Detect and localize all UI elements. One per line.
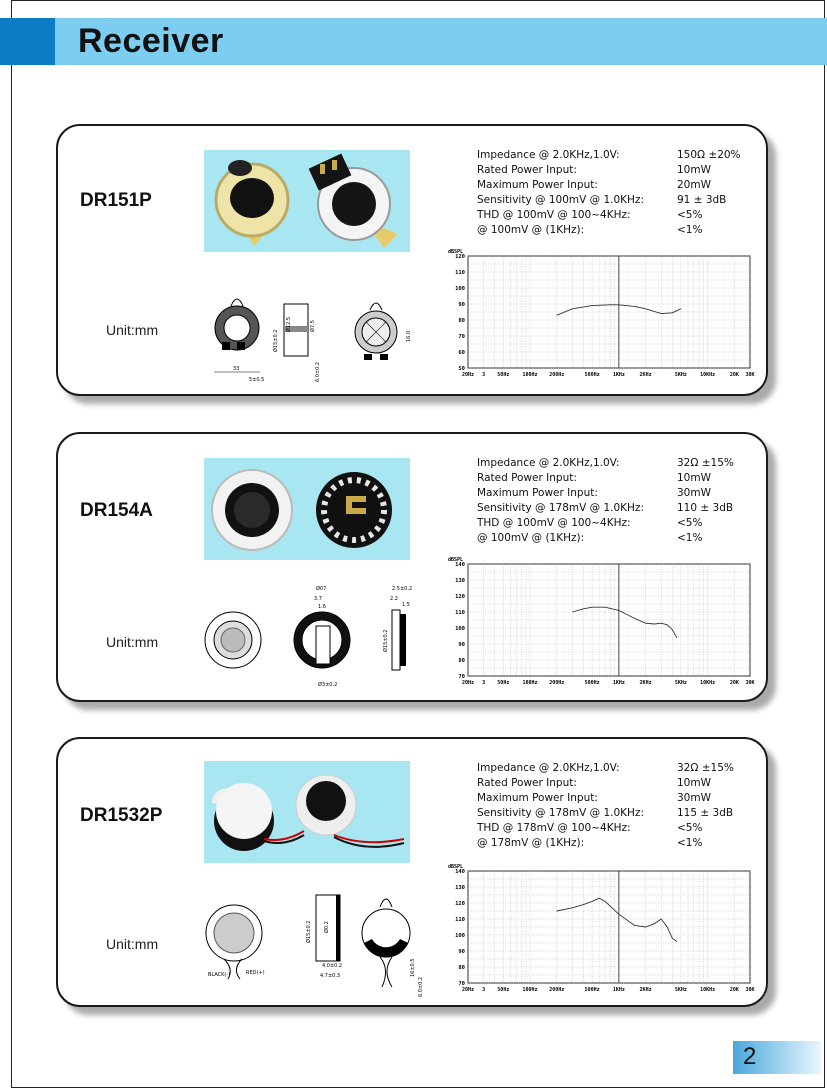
spec-value: <5% bbox=[677, 822, 703, 834]
product-photo bbox=[204, 150, 410, 252]
spec-row bbox=[477, 223, 777, 238]
dimension-drawing-svg bbox=[204, 292, 416, 392]
chart-x-tick-label: 30K bbox=[745, 680, 755, 686]
chart-x-tick-label: 10KHz bbox=[700, 987, 716, 993]
spec-label: Sensitivity @ 100mV @ 1.0KHz: bbox=[477, 194, 644, 206]
chart-data-point bbox=[592, 607, 593, 608]
spec-value: 10mW bbox=[677, 472, 711, 484]
chart-y-tick-label: 90 bbox=[458, 949, 465, 955]
dim-label: Ø12.5 bbox=[286, 316, 292, 332]
chart-y-tick-label: 70 bbox=[458, 981, 465, 987]
chart-y-tick-label: 110 bbox=[455, 917, 465, 923]
chart-y-tick-label: 70 bbox=[458, 674, 465, 680]
chart-x-tick-label: 10KHz bbox=[700, 372, 716, 378]
page-number: 2 bbox=[743, 1043, 757, 1070]
chart-y-tick-label: 90 bbox=[458, 302, 465, 308]
chart-y-tick-label: 130 bbox=[455, 885, 465, 891]
dim-label: 16±0.5 bbox=[410, 958, 416, 977]
chart-x-tick-label: 50Hz bbox=[497, 680, 510, 686]
model-name: DR1532P bbox=[80, 805, 163, 826]
spec-row bbox=[477, 208, 777, 223]
spec-row bbox=[477, 761, 777, 776]
chart-data-point bbox=[661, 313, 662, 314]
chart-x-tick-label: 20K bbox=[729, 680, 739, 686]
frequency-response-chart bbox=[446, 861, 758, 999]
chart-x-tick-label: 500Hz bbox=[584, 372, 600, 378]
chart-y-tick-label: 100 bbox=[455, 626, 465, 632]
chart-data-point bbox=[645, 308, 646, 309]
chart-y-tick-label: 110 bbox=[455, 270, 465, 276]
spec-row bbox=[477, 791, 777, 806]
chart-x-tick-label: 200Hz bbox=[549, 680, 565, 686]
chart-y-tick-label: 110 bbox=[455, 610, 465, 616]
chart-x-tick-label: 100Hz bbox=[522, 987, 538, 993]
spec-label: Rated Power Input: bbox=[477, 777, 577, 789]
dimension-drawing bbox=[204, 887, 424, 997]
receiver-photo-illustration bbox=[204, 458, 410, 560]
unit-label: Unit:mm bbox=[106, 936, 159, 952]
chart-y-tick-label: 80 bbox=[458, 318, 465, 324]
chart-x-tick-label: 50Hz bbox=[497, 987, 510, 993]
chart-y-tick-label: 100 bbox=[455, 933, 465, 939]
spec-label: @ 178mV @ (1KHz): bbox=[477, 837, 585, 849]
chart-data-point bbox=[661, 623, 662, 624]
chart-x-tick-label: 20Hz bbox=[461, 680, 475, 686]
chart-y-tick-label: 80 bbox=[458, 658, 465, 664]
chart-x-tick-label: 2KHz bbox=[639, 987, 652, 993]
spec-list bbox=[477, 761, 777, 851]
chart-data-point bbox=[654, 923, 655, 924]
chart-y-tick-label: 60 bbox=[458, 350, 465, 356]
spec-row bbox=[477, 148, 777, 163]
chart-x-tick-label: 200Hz bbox=[549, 987, 565, 993]
chart-x-tick-label: 10KHz bbox=[700, 680, 716, 686]
spec-label: Impedance @ 2.0KHz,1.0V: bbox=[477, 762, 620, 774]
dim-label: Ø15±0.2 bbox=[306, 920, 312, 943]
dim-label: Ø15±0.2 bbox=[273, 329, 279, 352]
chart-data-point bbox=[605, 607, 606, 608]
wire-label-red: RED(+) bbox=[246, 970, 265, 976]
dim-label: 16.0 bbox=[406, 330, 412, 342]
chart-x-tick-label: 1KHz bbox=[612, 987, 625, 993]
dim-label: Ø7.5 bbox=[310, 320, 316, 332]
dim-label: 2.2 bbox=[390, 596, 398, 602]
chart-data-point bbox=[634, 618, 635, 619]
chart-x-tick-label: 3 bbox=[482, 372, 486, 378]
chart-data-point bbox=[672, 629, 673, 630]
header-accent-block bbox=[0, 18, 55, 65]
dim-label: Ø0.2 bbox=[324, 921, 330, 933]
chart-y-tick-label: 80 bbox=[458, 965, 465, 971]
spec-row bbox=[477, 486, 777, 501]
spec-list bbox=[477, 148, 777, 238]
spec-row bbox=[477, 531, 777, 546]
chart-data-point bbox=[618, 914, 619, 915]
dim-label: 4.0±0.2 bbox=[322, 963, 343, 969]
chart-y-tick-label: 70 bbox=[458, 334, 465, 340]
chart-x-tick-label: 20Hz bbox=[461, 987, 475, 993]
spec-label: Sensitivity @ 178mV @ 1.0KHz: bbox=[477, 807, 644, 819]
chart-x-tick-label: 500Hz bbox=[584, 680, 600, 686]
spec-list bbox=[477, 456, 777, 546]
chart-x-tick-label: 20K bbox=[729, 372, 739, 378]
chart-x-tick-label: 2KHz bbox=[639, 372, 652, 378]
spec-row bbox=[477, 471, 777, 486]
chart-data-point bbox=[667, 927, 668, 928]
spec-label: Impedance @ 2.0KHz,1.0V: bbox=[477, 149, 620, 161]
spec-label: THD @ 100mV @ 100~4KHz: bbox=[477, 209, 631, 221]
spec-row bbox=[477, 163, 777, 178]
spec-row bbox=[477, 806, 777, 821]
spec-value: 30mW bbox=[677, 487, 711, 499]
receiver-photo-illustration bbox=[204, 150, 410, 252]
dim-label: 4.7±0.3 bbox=[320, 973, 341, 979]
spec-label: @ 100mV @ (1KHz): bbox=[477, 532, 585, 544]
spec-label: Rated Power Input: bbox=[477, 472, 577, 484]
product-card-dr154a bbox=[56, 432, 768, 702]
spec-value: <1% bbox=[677, 224, 703, 236]
spec-label: Impedance @ 2.0KHz,1.0V: bbox=[477, 457, 620, 469]
chart-y-tick-label: 140 bbox=[455, 869, 465, 875]
chart-y-axis-label: dBSPL bbox=[448, 249, 464, 255]
dim-label: Ø3±0.2 bbox=[318, 682, 338, 688]
dimension-drawing bbox=[204, 580, 416, 688]
spec-label: THD @ 178mV @ 100~4KHz: bbox=[477, 822, 631, 834]
chart-x-tick-label: 3 bbox=[482, 987, 486, 993]
chart-y-tick-label: 130 bbox=[455, 578, 465, 584]
chart-x-tick-label: 5KHz bbox=[674, 372, 687, 378]
spec-value: 32Ω ±15% bbox=[677, 762, 734, 774]
chart-x-tick-label: 1KHz bbox=[612, 372, 625, 378]
product-card-dr1532p bbox=[56, 737, 768, 1007]
chart-data-point bbox=[634, 925, 635, 926]
spec-row bbox=[477, 776, 777, 791]
chart-y-axis-label: dBSPL bbox=[448, 557, 464, 563]
page-title: Receiver bbox=[78, 22, 224, 60]
chart-data-point bbox=[672, 938, 673, 939]
chart-x-tick-label: 100Hz bbox=[522, 372, 538, 378]
dim-label: 2.5±0.2 bbox=[392, 586, 413, 592]
spec-row bbox=[477, 516, 777, 531]
spec-value: <5% bbox=[677, 517, 703, 529]
receiver-photo-illustration bbox=[204, 761, 410, 863]
chart-y-tick-label: 140 bbox=[455, 562, 465, 568]
chart-data-point bbox=[645, 623, 646, 624]
chart-x-tick-label: 1KHz bbox=[612, 680, 625, 686]
spec-value: <1% bbox=[677, 837, 703, 849]
frequency-response-chart bbox=[446, 246, 758, 384]
chart-data-point bbox=[667, 624, 668, 625]
unit-label: Unit:mm bbox=[106, 322, 159, 338]
dimension-drawing-svg bbox=[204, 580, 416, 690]
spec-value: 32Ω ±15% bbox=[677, 457, 734, 469]
chart-data-point bbox=[572, 308, 573, 309]
chart-data-point bbox=[592, 901, 593, 902]
spec-row bbox=[477, 456, 777, 471]
chart-data-point bbox=[572, 612, 573, 613]
spec-value: <1% bbox=[677, 532, 703, 544]
chart-data-point bbox=[599, 898, 600, 899]
spec-row bbox=[477, 178, 777, 193]
unit-label: Unit:mm bbox=[106, 634, 159, 650]
spec-label: Rated Power Input: bbox=[477, 164, 577, 176]
spec-value: 20mW bbox=[677, 179, 711, 191]
product-photo bbox=[204, 458, 410, 560]
chart-y-axis-label: dBSPL bbox=[448, 864, 464, 870]
spec-value: 150Ω ±20% bbox=[677, 149, 741, 161]
chart-x-tick-label: 20K bbox=[729, 987, 739, 993]
chart-data-point bbox=[676, 637, 677, 638]
spec-label: Maximum Power Input: bbox=[477, 487, 598, 499]
chart-y-tick-label: 90 bbox=[458, 642, 465, 648]
spec-value: 30mW bbox=[677, 792, 711, 804]
chart-x-tick-label: 2KHz bbox=[639, 680, 652, 686]
chart-x-tick-label: 30K bbox=[745, 987, 755, 993]
spec-row bbox=[477, 501, 777, 516]
model-name: DR151P bbox=[80, 190, 152, 211]
chart-y-tick-label: 50 bbox=[458, 366, 465, 372]
spec-row bbox=[477, 193, 777, 208]
chart-y-tick-label: 100 bbox=[455, 286, 465, 292]
spec-value: 115 ± 3dB bbox=[677, 807, 734, 819]
chart-x-tick-label: 200Hz bbox=[549, 372, 565, 378]
page-number-badge bbox=[733, 1041, 821, 1074]
frequency-response-chart bbox=[446, 554, 758, 692]
chart-y-tick-label: 120 bbox=[455, 594, 465, 600]
dim-label: Ø07 bbox=[316, 586, 327, 592]
dim-label: 1.5 bbox=[402, 602, 410, 608]
chart-data-point bbox=[556, 911, 557, 912]
chart-data-point bbox=[676, 941, 677, 942]
chart-data-point bbox=[583, 608, 584, 609]
chart-data-point bbox=[618, 304, 619, 305]
spec-value: <5% bbox=[677, 209, 703, 221]
chart-data-point bbox=[654, 624, 655, 625]
chart-x-tick-label: 20Hz bbox=[461, 372, 475, 378]
chart-x-tick-label: 50Hz bbox=[497, 372, 510, 378]
product-photo bbox=[204, 761, 410, 863]
dimension-drawing-svg bbox=[204, 887, 424, 997]
spec-label: @ 100mV @ (1KHz): bbox=[477, 224, 585, 236]
dimension-drawing bbox=[204, 292, 416, 392]
dim-label: 33 bbox=[233, 366, 240, 372]
spec-value: 10mW bbox=[677, 164, 711, 176]
model-name: DR154A bbox=[80, 500, 153, 521]
dim-label: 3.7 bbox=[314, 596, 322, 602]
spec-label: Sensitivity @ 178mV @ 1.0KHz: bbox=[477, 502, 644, 514]
chart-data-point bbox=[556, 315, 557, 316]
spec-value: 91 ± 3dB bbox=[677, 194, 727, 206]
product-card-dr151p bbox=[56, 124, 768, 396]
chart-y-tick-label: 120 bbox=[455, 254, 465, 260]
chart-data-point bbox=[661, 919, 662, 920]
chart-x-tick-label: 3 bbox=[482, 680, 486, 686]
spec-label: THD @ 100mV @ 100~4KHz: bbox=[477, 517, 631, 529]
spec-row bbox=[477, 836, 777, 851]
chart-data-point bbox=[572, 907, 573, 908]
chart-data-point bbox=[610, 304, 611, 305]
spec-label: Maximum Power Input: bbox=[477, 179, 598, 191]
chart-data-point bbox=[634, 306, 635, 307]
chart-data-point bbox=[583, 904, 584, 905]
chart-data-point bbox=[618, 610, 619, 611]
chart-x-tick-label: 30K bbox=[745, 372, 755, 378]
spec-label: Maximum Power Input: bbox=[477, 792, 598, 804]
page-header bbox=[0, 18, 827, 65]
chart-y-tick-label: 120 bbox=[455, 901, 465, 907]
spec-row bbox=[477, 821, 777, 836]
chart-data-point bbox=[681, 308, 682, 309]
spec-value: 10mW bbox=[677, 777, 711, 789]
spec-value: 110 ± 3dB bbox=[677, 502, 734, 514]
chart-x-tick-label: 500Hz bbox=[584, 987, 600, 993]
wire-label-black: BLACK(-) bbox=[208, 972, 231, 978]
dim-label: 1.6 bbox=[318, 604, 326, 610]
chart-data-point bbox=[592, 305, 593, 306]
chart-x-tick-label: 100Hz bbox=[522, 680, 538, 686]
dim-label: 6.0±0.2 bbox=[315, 361, 321, 382]
chart-data-point bbox=[672, 312, 673, 313]
chart-x-tick-label: 5KHz bbox=[674, 680, 687, 686]
chart-x-tick-label: 5KHz bbox=[674, 987, 687, 993]
dim-label: 6.0±0.2 bbox=[418, 976, 424, 997]
chart-data-point bbox=[645, 927, 646, 928]
dim-label: Ø15±0.2 bbox=[383, 629, 389, 652]
dim-label: 5±0.5 bbox=[249, 377, 265, 383]
chart-data-point bbox=[605, 901, 606, 902]
